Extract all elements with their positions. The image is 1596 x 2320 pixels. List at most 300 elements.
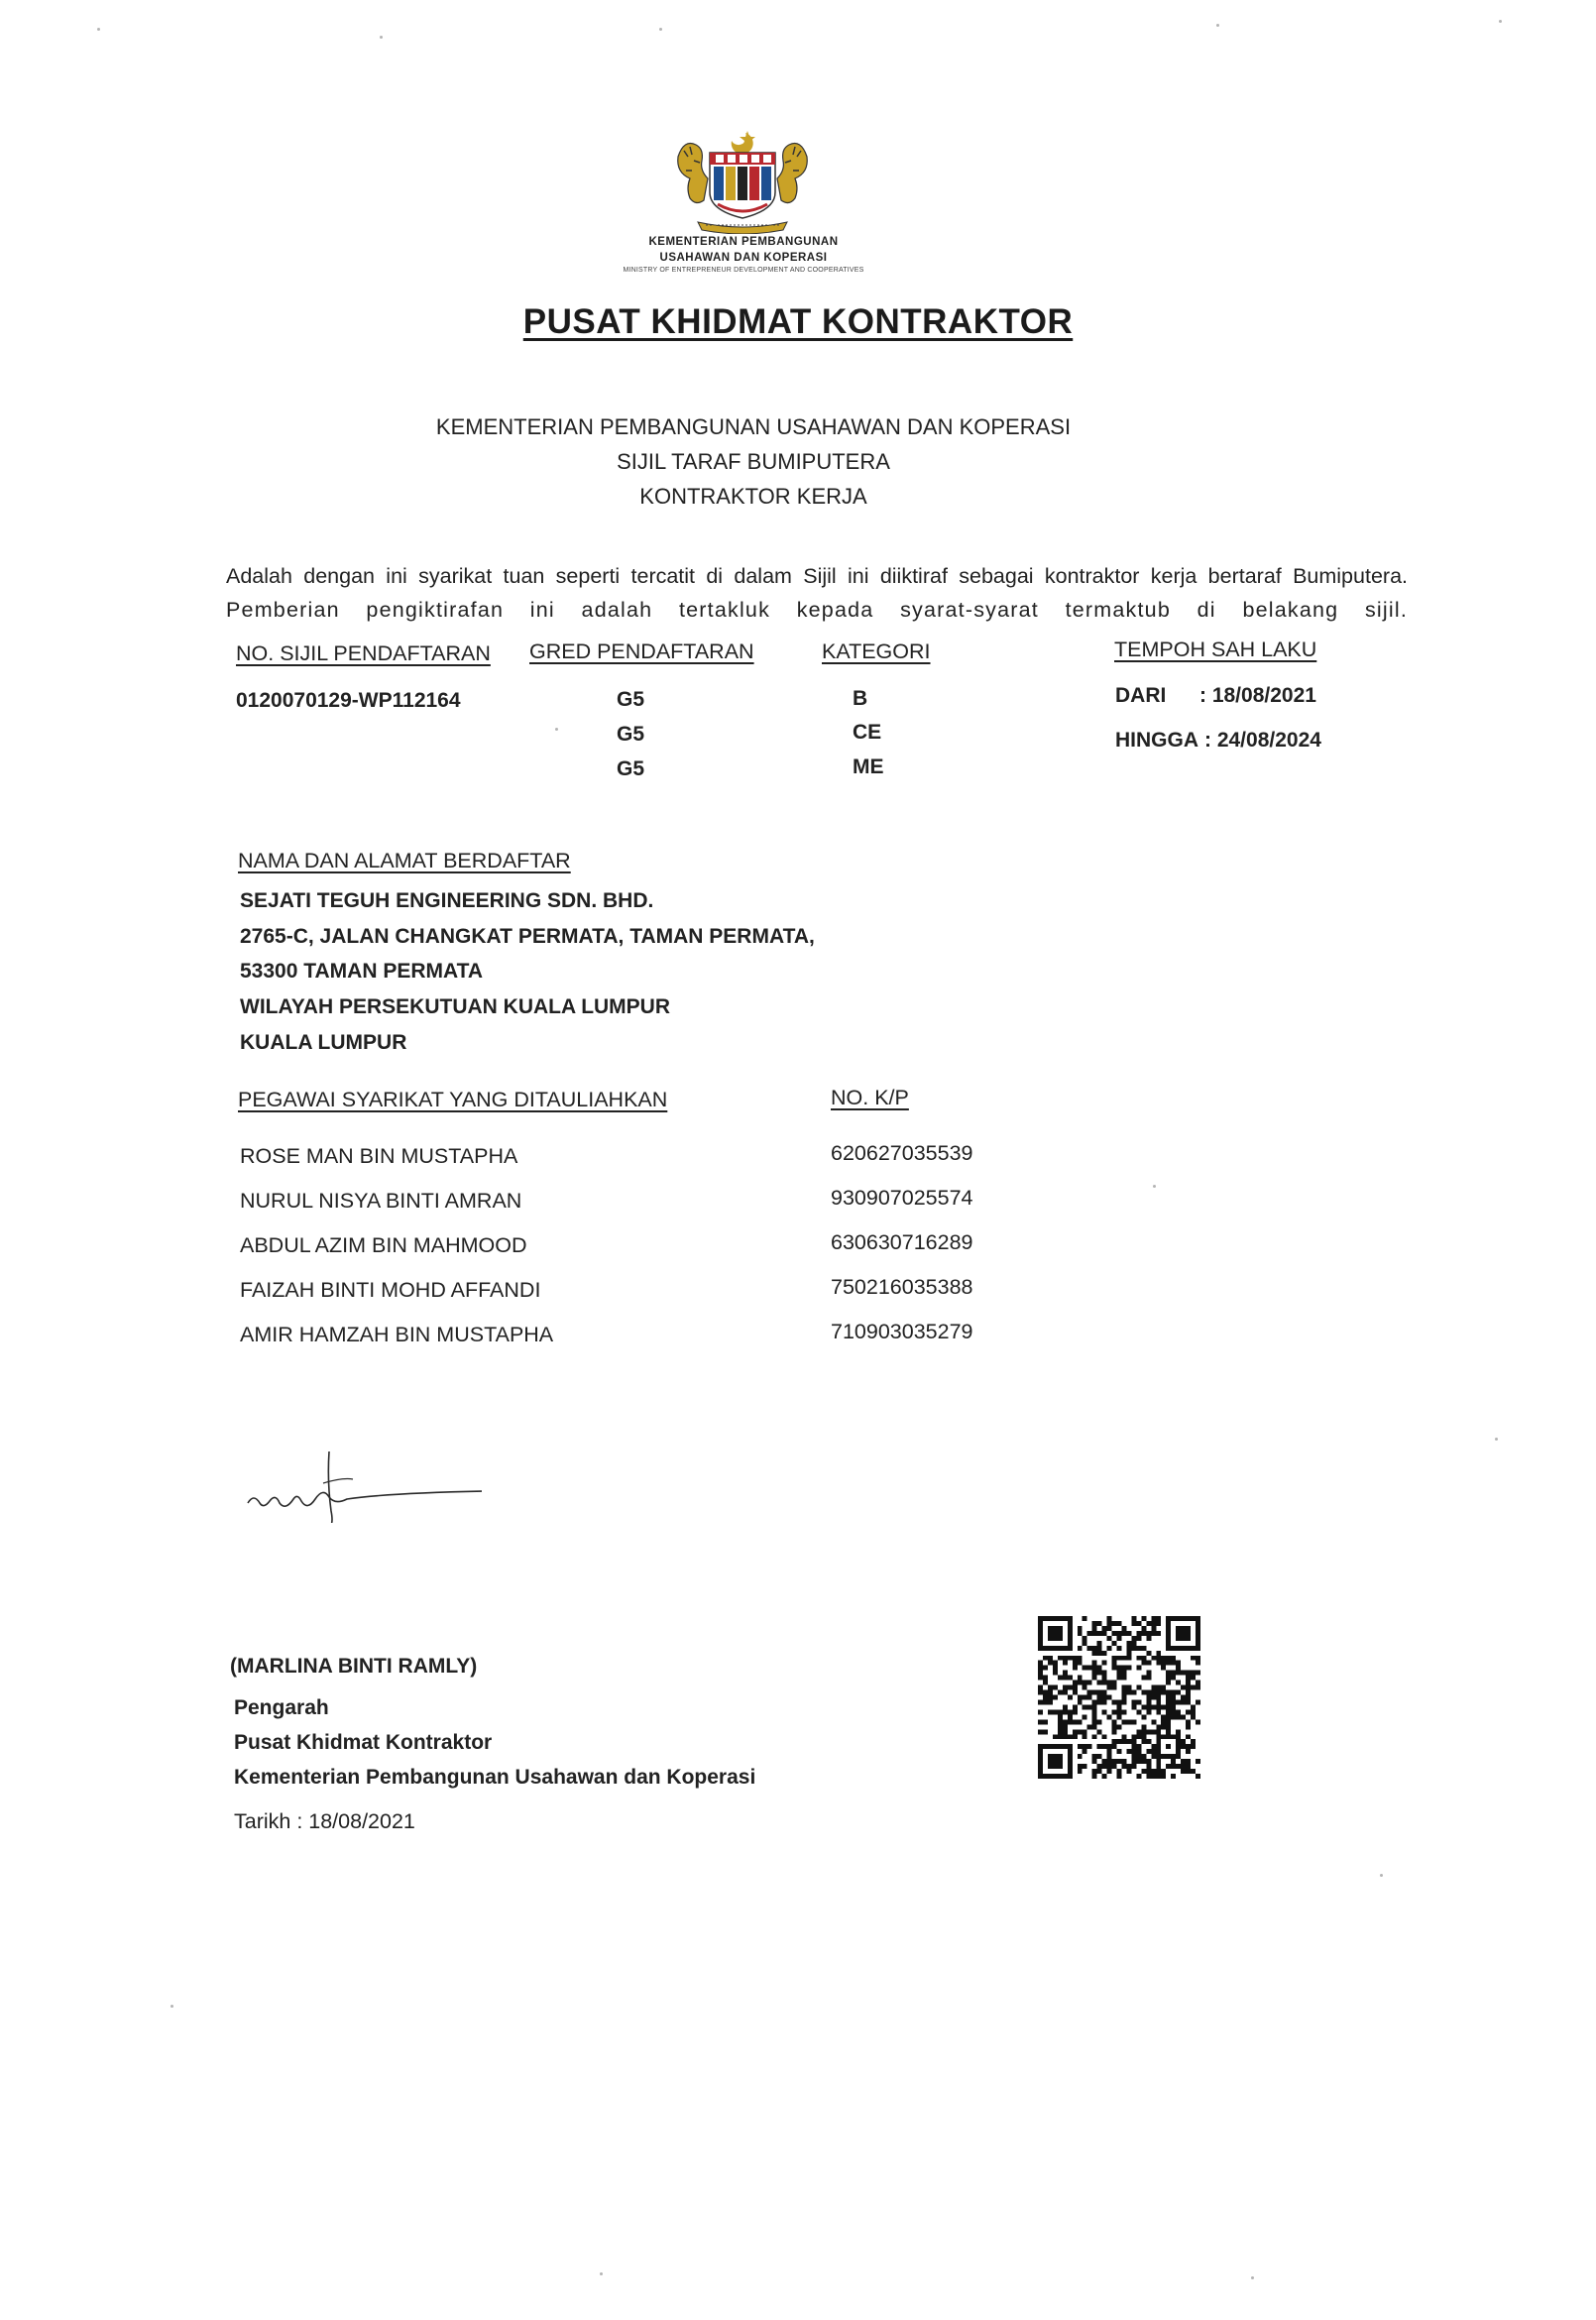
qr-module: [1092, 1666, 1097, 1671]
qr-module: [1117, 1671, 1122, 1676]
qr-module: [1131, 1690, 1136, 1695]
qr-module: [1078, 1754, 1083, 1759]
qr-module: [1131, 1719, 1136, 1724]
qr-module: [1121, 1695, 1126, 1700]
qr-module: [1083, 1714, 1087, 1719]
qr-module: [1186, 1744, 1191, 1749]
qr-module: [1112, 1719, 1117, 1724]
qr-module: [1083, 1729, 1087, 1734]
qr-module: [1063, 1734, 1068, 1739]
qr-module: [1068, 1734, 1073, 1739]
company-name: SEJATI TEGUH ENGINEERING SDN. BHD.: [240, 889, 654, 912]
qr-module: [1136, 1656, 1141, 1661]
validity-from-label: DARI: [1115, 684, 1167, 707]
qr-module: [1151, 1695, 1156, 1700]
qr-module: [1196, 1699, 1200, 1704]
qr-module: [1097, 1744, 1102, 1749]
qr-module: [1136, 1744, 1141, 1749]
qr-module: [1161, 1661, 1166, 1666]
qr-module: [1078, 1631, 1083, 1636]
qr-module: [1097, 1754, 1102, 1759]
officer-name: FAIZAH BINTI MOHD AFFANDI: [240, 1278, 541, 1302]
qr-module: [1126, 1739, 1131, 1744]
qr-module: [1131, 1749, 1136, 1754]
qr-module: [1131, 1699, 1136, 1704]
qr-module: [1131, 1754, 1136, 1759]
header-validity: TEMPOH SAH LAKU: [1114, 638, 1317, 661]
qr-module: [1136, 1754, 1141, 1759]
qr-module: [1102, 1626, 1107, 1631]
qr-module: [1196, 1656, 1200, 1661]
qr-module: [1151, 1704, 1156, 1709]
qr-module: [1136, 1709, 1141, 1714]
qr-module: [1121, 1739, 1126, 1744]
officer-id: 630630716289: [831, 1230, 973, 1254]
qr-module: [1156, 1621, 1161, 1626]
qr-module: [1176, 1714, 1181, 1719]
qr-module: [1058, 1714, 1063, 1719]
qr-module: [1078, 1646, 1083, 1651]
qr-module: [1151, 1616, 1156, 1621]
qr-module: [1186, 1690, 1191, 1695]
qr-module: [1073, 1681, 1078, 1685]
qr-module: [1097, 1690, 1102, 1695]
qr-module: [1166, 1681, 1171, 1685]
qr-module: [1092, 1724, 1097, 1729]
qr-module: [1146, 1709, 1151, 1714]
qr-module: [1112, 1724, 1117, 1729]
qr-module: [1078, 1769, 1083, 1774]
qr-module: [1186, 1671, 1191, 1676]
registration-number: 0120070129-WP112164: [236, 689, 461, 712]
qr-module: [1151, 1631, 1156, 1636]
qr-module: [1121, 1709, 1126, 1714]
qr-module: [1083, 1764, 1087, 1769]
qr-module: [1092, 1661, 1097, 1666]
qr-module: [1161, 1704, 1166, 1709]
qr-module: [1053, 1695, 1058, 1700]
qr-module: [1048, 1661, 1053, 1666]
qr-module: [1043, 1729, 1048, 1734]
qr-module: [1068, 1695, 1073, 1700]
qr-module: [1112, 1699, 1117, 1704]
qr-module: [1131, 1744, 1136, 1749]
qr-module: [1171, 1699, 1176, 1704]
qr-module: [1156, 1699, 1161, 1704]
qr-module: [1121, 1676, 1126, 1681]
qr-module: [1073, 1704, 1078, 1709]
scan-speck: [659, 28, 662, 31]
qr-module: [1156, 1690, 1161, 1695]
qr-module: [1176, 1764, 1181, 1769]
qr-module: [1131, 1621, 1136, 1626]
qr-module: [1196, 1671, 1200, 1676]
company-address-4: KUALA LUMPUR: [240, 1031, 407, 1054]
qr-module: [1156, 1724, 1161, 1729]
qr-module: [1107, 1714, 1112, 1719]
qr-module: [1136, 1729, 1141, 1734]
qr-module: [1068, 1714, 1073, 1719]
qr-module: [1058, 1724, 1063, 1729]
qr-module: [1136, 1666, 1141, 1671]
qr-module: [1186, 1734, 1191, 1739]
qr-module: [1058, 1656, 1063, 1661]
qr-module: [1191, 1744, 1196, 1749]
qr-module: [1141, 1690, 1146, 1695]
qr-module: [1053, 1671, 1058, 1676]
qr-module: [1126, 1690, 1131, 1695]
qr-module: [1141, 1676, 1146, 1681]
qr-module: [1087, 1704, 1092, 1709]
qr-module: [1171, 1690, 1176, 1695]
qr-module: [1126, 1764, 1131, 1769]
qr-module: [1186, 1764, 1191, 1769]
qr-module: [1146, 1704, 1151, 1709]
signatory-name: (MARLINA BINTI RAMLY): [230, 1655, 478, 1678]
qr-module: [1087, 1724, 1092, 1729]
qr-module: [1126, 1651, 1131, 1656]
company-address-1: 2765-C, JALAN CHANGKAT PERMATA, TAMAN PERMATA,: [240, 925, 815, 948]
qr-module: [1058, 1729, 1063, 1734]
qr-module: [1097, 1631, 1102, 1636]
qr-module: [1117, 1749, 1122, 1754]
scan-speck: [1216, 24, 1219, 27]
qr-module: [1146, 1739, 1151, 1744]
grade-value: G5: [617, 688, 645, 711]
qr-module: [1121, 1685, 1126, 1690]
qr-module: [1166, 1656, 1171, 1661]
qr-module: [1136, 1734, 1141, 1739]
qr-module: [1117, 1656, 1122, 1661]
qr-module: [1121, 1699, 1126, 1704]
qr-module: [1146, 1699, 1151, 1704]
qr-module: [1181, 1764, 1186, 1769]
qr-module: [1151, 1729, 1156, 1734]
qr-module: [1131, 1704, 1136, 1709]
qr-module: [1097, 1671, 1102, 1676]
qr-module: [1131, 1616, 1136, 1621]
qr-module: [1087, 1695, 1092, 1700]
qr-module: [1146, 1759, 1151, 1764]
qr-module: [1166, 1671, 1171, 1676]
qr-module: [1146, 1636, 1151, 1641]
qr-module: [1191, 1769, 1196, 1774]
qr-module: [1196, 1719, 1200, 1724]
qr-module: [1156, 1729, 1161, 1734]
qr-module: [1078, 1719, 1083, 1724]
qr-module: [1107, 1764, 1112, 1769]
qr-module: [1126, 1631, 1131, 1636]
qr-module: [1097, 1641, 1102, 1646]
qr-module: [1136, 1631, 1141, 1636]
qr-module: [1151, 1685, 1156, 1690]
qr-module: [1112, 1729, 1117, 1734]
qr-module: [1191, 1676, 1196, 1681]
qr-module: [1073, 1661, 1078, 1666]
qr-module: [1151, 1621, 1156, 1626]
header-category: KATEGORI: [822, 639, 931, 663]
qr-module: [1161, 1724, 1166, 1729]
qr-module: [1043, 1656, 1048, 1661]
officer-id: 710903035279: [831, 1320, 973, 1343]
officer-name: ABDUL AZIM BIN MAHMOOD: [240, 1233, 527, 1257]
qr-module: [1102, 1661, 1107, 1666]
qr-module: [1161, 1685, 1166, 1690]
validity-to-label: HINGGA: [1115, 729, 1198, 752]
qr-module: [1146, 1676, 1151, 1681]
header-officers: PEGAWAI SYARIKAT YANG DITAULIAHKAN: [238, 1088, 668, 1111]
qr-module: [1038, 1690, 1043, 1695]
qr-module: [1097, 1666, 1102, 1671]
qr-module: [1112, 1681, 1117, 1685]
qr-module: [1126, 1641, 1131, 1646]
qr-module: [1112, 1685, 1117, 1690]
qr-module: [1171, 1676, 1176, 1681]
qr-module: [1131, 1764, 1136, 1769]
qr-module: [1146, 1621, 1151, 1626]
qr-module: [1087, 1744, 1092, 1749]
qr-module: [1048, 1699, 1053, 1704]
qr-module: [1097, 1621, 1102, 1626]
qr-module: [1156, 1616, 1161, 1621]
qr-module: [1156, 1764, 1161, 1769]
signature-image: [244, 1444, 482, 1523]
qr-module: [1043, 1681, 1048, 1685]
qr-module: [1131, 1734, 1136, 1739]
qr-module: [1097, 1681, 1102, 1685]
qr-module: [1112, 1739, 1117, 1744]
qr-module: [1038, 1709, 1043, 1714]
qr-module: [1146, 1661, 1151, 1666]
qr-module: [1063, 1729, 1068, 1734]
qr-module: [1146, 1764, 1151, 1769]
qr-module: [1121, 1631, 1126, 1636]
officer-id: 930907025574: [831, 1186, 973, 1210]
header-company: NAMA DAN ALAMAT BERDAFTAR: [238, 849, 571, 872]
company-address-3: WILAYAH PERSEKUTUAN KUALA LUMPUR: [240, 995, 671, 1018]
qr-module: [1141, 1724, 1146, 1729]
qr-module: [1146, 1690, 1151, 1695]
qr-module: [1156, 1656, 1161, 1661]
qr-module: [1191, 1739, 1196, 1744]
qr-module: [1063, 1685, 1068, 1690]
qr-module: [1146, 1774, 1151, 1779]
qr-module: [1092, 1676, 1097, 1681]
ministry-label-line1: KEMENTERIAN PEMBANGUNAN: [648, 236, 839, 248]
qr-module: [1166, 1661, 1171, 1666]
qr-module: [1097, 1699, 1102, 1704]
qr-module: [1191, 1714, 1196, 1719]
qr-module: [1176, 1661, 1181, 1666]
qr-module: [1191, 1656, 1196, 1661]
qr-module: [1166, 1690, 1171, 1695]
qr-module: [1038, 1661, 1043, 1666]
qr-module: [1156, 1774, 1161, 1779]
malaysia-coat-of-arms-icon: [670, 127, 815, 234]
qr-module: [1166, 1704, 1171, 1709]
qr-module: [1166, 1695, 1171, 1700]
qr-module: [1117, 1621, 1122, 1626]
qr-module: [1186, 1719, 1191, 1724]
qr-module: [1053, 1666, 1058, 1671]
qr-module: [1092, 1690, 1097, 1695]
qr-module: [1058, 1676, 1063, 1681]
qr-module: [1166, 1714, 1171, 1719]
qr-module: [1117, 1739, 1122, 1744]
qr-module: [1107, 1685, 1112, 1690]
qr-module: [1181, 1744, 1186, 1749]
category-value: CE: [853, 721, 882, 744]
officer-id: 620627035539: [831, 1141, 973, 1165]
officer-name: AMIR HAMZAH BIN MUSTAPHA: [240, 1323, 554, 1346]
qr-module: [1161, 1666, 1166, 1671]
qr-module: [1161, 1656, 1166, 1661]
qr-module: [1102, 1759, 1107, 1764]
ministry-label-line2: USAHAWAN DAN KOPERASI: [659, 252, 828, 264]
qr-module: [1161, 1714, 1166, 1719]
qr-module: [1102, 1651, 1107, 1656]
qr-module: [1117, 1676, 1122, 1681]
qr-module: [1107, 1695, 1112, 1700]
ministry-label-english: MINISTRY OF ENTREPRENEUR DEVELOPMENT AND COOPERATIVES: [623, 267, 864, 274]
qr-module: [1181, 1671, 1186, 1676]
qr-module: [1156, 1709, 1161, 1714]
qr-module: [1043, 1699, 1048, 1704]
qr-module: [1102, 1699, 1107, 1704]
qr-module: [1126, 1656, 1131, 1661]
qr-module: [1092, 1709, 1097, 1714]
qr-module: [1102, 1764, 1107, 1769]
qr-module: [1083, 1616, 1087, 1621]
qr-module: [1191, 1671, 1196, 1676]
qr-module: [1107, 1621, 1112, 1626]
qr-module: [1092, 1734, 1097, 1739]
qr-module: [1073, 1709, 1078, 1714]
qr-module: [1151, 1769, 1156, 1774]
qr-module: [1102, 1681, 1107, 1685]
qr-module: [1166, 1719, 1171, 1724]
signatory-position: Pengarah: [234, 1696, 329, 1719]
qr-module: [1196, 1685, 1200, 1690]
qr-module: [1186, 1724, 1191, 1729]
qr-module: [1058, 1690, 1063, 1695]
qr-module: [1053, 1709, 1058, 1714]
qr-module: [1156, 1661, 1161, 1666]
qr-module: [1102, 1676, 1107, 1681]
qr-module: [1166, 1699, 1171, 1704]
qr-module: [1048, 1685, 1053, 1690]
qr-module: [1151, 1744, 1156, 1749]
officer-name: ROSE MAN BIN MUSTAPHA: [240, 1144, 518, 1168]
qr-module: [1131, 1739, 1136, 1744]
qr-module: [1092, 1704, 1097, 1709]
qr-module: [1112, 1661, 1117, 1666]
qr-module: [1181, 1699, 1186, 1704]
qr-module: [1121, 1734, 1126, 1739]
qr-module: [1063, 1676, 1068, 1681]
qr-module: [1186, 1676, 1191, 1681]
qr-module: [1083, 1704, 1087, 1709]
qr-module: [1166, 1729, 1171, 1734]
qr-module: [1151, 1656, 1156, 1661]
qr-module: [1078, 1764, 1083, 1769]
scan-speck: [1153, 1185, 1156, 1188]
qr-module: [1087, 1666, 1092, 1671]
issue-date: Tarikh : 18/08/2021: [234, 1809, 415, 1833]
qr-module: [1121, 1764, 1126, 1769]
qr-module: [1136, 1759, 1141, 1764]
qr-module: [1078, 1626, 1083, 1631]
qr-module: [1112, 1621, 1117, 1626]
signatory-department: Pusat Khidmat Kontraktor: [234, 1731, 493, 1754]
qr-module: [1171, 1774, 1176, 1779]
qr-module: [1146, 1651, 1151, 1656]
qr-module: [1087, 1690, 1092, 1695]
scan-speck: [1495, 1438, 1498, 1441]
qr-module: [1107, 1636, 1112, 1641]
qr-module: [1083, 1681, 1087, 1685]
qr-module: [1121, 1666, 1126, 1671]
qr-module: [1176, 1729, 1181, 1734]
validity-from-date: : 18/08/2021: [1199, 684, 1316, 707]
officer-id: 750216035388: [831, 1275, 973, 1299]
qr-module: [1112, 1709, 1117, 1714]
qr-module: [1043, 1666, 1048, 1671]
qr-module: [1171, 1759, 1176, 1764]
qr-module: [1196, 1759, 1200, 1764]
qr-module: [1092, 1626, 1097, 1631]
qr-module: [1176, 1666, 1181, 1671]
qr-module: [1117, 1724, 1122, 1729]
page-title-container: [0, 302, 1596, 342]
qr-module: [1048, 1656, 1053, 1661]
qr-module: [1102, 1734, 1107, 1739]
qr-module: [1141, 1661, 1146, 1666]
qr-module: [1141, 1739, 1146, 1744]
qr-module: [1058, 1709, 1063, 1714]
qr-module: [1117, 1646, 1122, 1651]
qr-module: [1141, 1626, 1146, 1631]
qr-module: [1166, 1709, 1171, 1714]
qr-module: [1186, 1759, 1191, 1764]
qr-module: [1073, 1734, 1078, 1739]
qr-module: [1117, 1704, 1122, 1709]
qr-module: [1053, 1661, 1058, 1666]
qr-module: [1186, 1769, 1191, 1774]
qr-module: [1038, 1671, 1043, 1676]
qr-module: [1083, 1749, 1087, 1754]
qr-module: [1146, 1769, 1151, 1774]
qr-module: [1171, 1764, 1176, 1769]
scan-speck: [171, 2005, 173, 2008]
qr-module: [1136, 1636, 1141, 1641]
qr-module: [1186, 1681, 1191, 1685]
qr-module: [1176, 1699, 1181, 1704]
ministry-heading: KEMENTERIAN PEMBANGUNAN USAHAWAN DAN KOPERASI: [435, 414, 1072, 439]
qr-module: [1078, 1681, 1083, 1685]
scan-speck: [600, 2272, 603, 2275]
qr-module: [1063, 1661, 1068, 1666]
qr-module: [1151, 1754, 1156, 1759]
qr-module: [1048, 1709, 1053, 1714]
qr-module: [1117, 1769, 1122, 1774]
qr-module: [1151, 1749, 1156, 1754]
scan-speck: [380, 36, 383, 39]
qr-module: [1141, 1729, 1146, 1734]
qr-module: [1092, 1651, 1097, 1656]
qr-module: [1112, 1759, 1117, 1764]
qr-module: [1102, 1690, 1107, 1695]
